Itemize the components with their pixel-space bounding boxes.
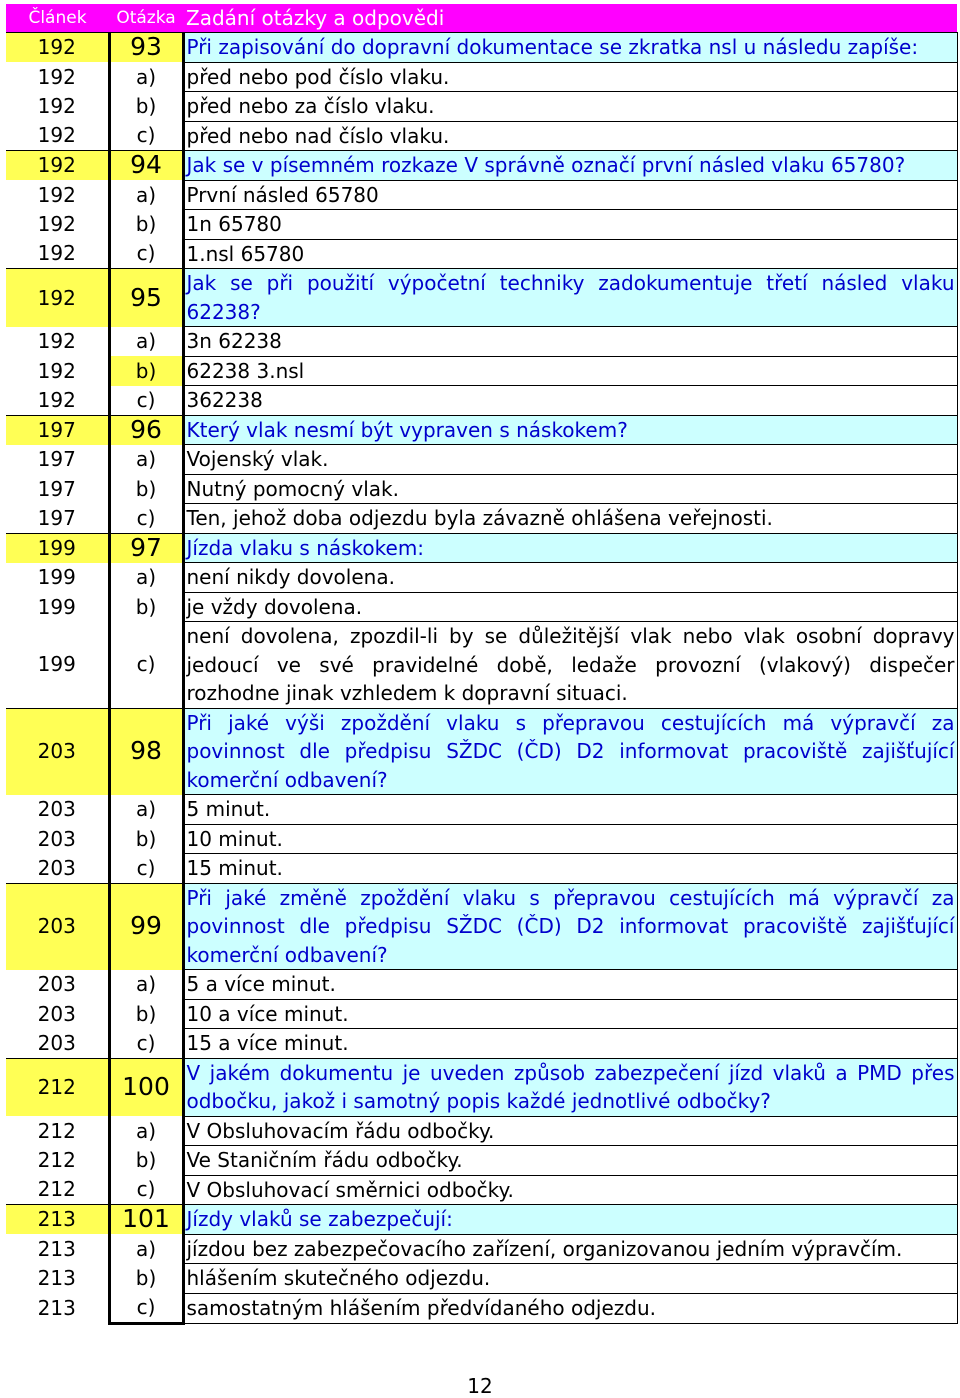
question-row (6, 415, 957, 445)
answer-letter: b) (109, 824, 183, 854)
question-number: 97 (109, 533, 183, 563)
answer-text: před nebo pod číslo vlaku. (183, 62, 957, 92)
answer-text: hlášením skutečného odjezdu. (183, 1264, 957, 1294)
article-cell: 192 (37, 358, 76, 383)
answer-row (6, 445, 957, 475)
answer-text: 15 a více minut. (183, 1029, 957, 1059)
question-number: 98 (109, 708, 183, 795)
answer-text: Vojenský vlak. (183, 445, 957, 475)
question-text: Při jaké změně zpoždění vlaku s přepravou cestujících má výpravčí za povinnost dle předpisu SŽDC (ČD) D2 informovat pracoviště zajišťující komerční odbavení? (183, 883, 957, 970)
article-cell: 212 (37, 1118, 76, 1143)
question-row (6, 33, 957, 63)
answer-row (6, 563, 957, 593)
article-cell: 192 (6, 33, 109, 63)
article-cell: 192 (37, 64, 76, 89)
question-row (6, 1058, 957, 1116)
article-cell: 212 (37, 1177, 76, 1202)
article-cell: 192 (6, 269, 109, 327)
article-cell: 203 (37, 797, 76, 821)
answer-letter: c) (109, 1175, 183, 1205)
answer-letter: a) (109, 62, 183, 92)
answer-row (6, 1264, 957, 1294)
question-text: Jak se při použití výpočetní techniky zadokumentuje třetí násled vlaku 62238? (183, 269, 957, 327)
header-article: Článek (6, 4, 109, 33)
answer-text: 62238 3.nsl (183, 356, 957, 386)
answer-row (6, 592, 957, 622)
question-text: Který vlak nesmí být vypraven s náskokem? (183, 415, 957, 445)
answer-row (6, 121, 957, 151)
article-cell: 197 (37, 447, 76, 471)
article-cell: 199 (37, 652, 76, 677)
answer-text: Ten, jehož doba odjezdu byla závazně ohlášena veřejnosti. (183, 504, 957, 534)
answer-letter: a) (109, 1234, 183, 1264)
answer-text: Nutný pomocný vlak. (183, 474, 957, 504)
answer-row (6, 180, 957, 210)
answer-text: jízdou bez zabezpečovacího zařízení, organizovanou jedním výpravčím. (183, 1234, 957, 1264)
answer-letter: a) (109, 1116, 183, 1146)
question-row (6, 883, 957, 970)
question-row (6, 533, 957, 563)
answer-letter: a) (109, 970, 183, 1000)
question-text: Jak se v písemném rozkaze V správně označí první násled vlaku 65780? (183, 151, 957, 181)
article-cell: 212 (37, 1148, 76, 1172)
answer-row (6, 386, 957, 416)
answer-text: 3n 62238 (183, 327, 957, 357)
article-cell: 197 (6, 415, 109, 445)
question-row (6, 708, 957, 795)
answer-row (6, 1175, 957, 1205)
answer-text: V Obsluhovacím řádu odbočky. (183, 1116, 957, 1146)
article-cell: 203 (37, 1001, 76, 1026)
answer-text: První násled 65780 (183, 180, 957, 210)
answer-letter: a) (109, 563, 183, 593)
question-row (6, 269, 957, 327)
question-row (6, 151, 957, 181)
answer-text: 5 a více minut. (183, 970, 957, 1000)
answer-letter: c) (109, 504, 183, 534)
article-cell: 199 (37, 565, 76, 589)
question-text: Při zapisování do dopravní dokumentace se zkratka nsl u následu zapíše: (183, 33, 957, 63)
answer-row (6, 1293, 957, 1323)
article-cell: 192 (37, 387, 76, 412)
answer-text: 15 minut. (183, 854, 957, 884)
question-text: Jízdy vlaků se zabezpečují: (183, 1205, 957, 1235)
article-cell: 213 (37, 1266, 76, 1290)
article-cell: 192 (37, 212, 76, 236)
answer-text: samostatným hlášením předvídaného odjezdu. (183, 1293, 957, 1323)
article-cell: 203 (37, 972, 76, 996)
question-text: Při jaké výši zpoždění vlaku s přepravou cestujících má výpravčí za povinnost dle předpisu SŽDC (ČD) D2 informovat pracoviště zajišťující komerční odbavení? (183, 708, 957, 795)
answer-row (6, 210, 957, 240)
answer-letter: c) (109, 1029, 183, 1059)
answer-letter: c) (109, 121, 183, 151)
article-cell: 203 (37, 855, 76, 880)
answer-text: není dovolena, zpozdil-li by se důležitější vlak nebo vlak osobní dopravy jedoucí ve své pravidelné době, ledaže provozní (vlakový) dispečer rozhodne jinak vzhledem k dopravní situaci. (183, 622, 957, 709)
answer-text: 10 a více minut. (183, 999, 957, 1029)
answer-row (6, 999, 957, 1029)
answer-letter: c) (109, 386, 183, 416)
answer-letter: a) (109, 445, 183, 475)
header-text: Zadání otázky a odpovědi (183, 4, 957, 33)
answer-letter: b) (109, 999, 183, 1029)
answer-letter: b) (109, 356, 183, 386)
answer-row (6, 474, 957, 504)
header-question: Otázka (109, 4, 183, 33)
article-cell: 213 (6, 1205, 109, 1235)
answer-letter: a) (109, 795, 183, 825)
answer-letter: a) (109, 180, 183, 210)
article-cell: 192 (37, 329, 76, 353)
answer-row (6, 824, 957, 854)
article-cell: 203 (37, 826, 76, 851)
answer-row (6, 970, 957, 1000)
answer-row (6, 622, 957, 709)
answer-text: je vždy dovolena. (183, 592, 957, 622)
answer-letter: b) (109, 1264, 183, 1294)
table-header (6, 4, 957, 33)
question-number: 99 (109, 883, 183, 970)
answer-text: před nebo nad číslo vlaku. (183, 121, 957, 151)
article-cell: 213 (37, 1295, 76, 1320)
answer-letter: b) (109, 92, 183, 122)
question-number: 95 (109, 269, 183, 327)
answer-letter: b) (109, 592, 183, 622)
article-cell: 197 (37, 505, 76, 530)
answer-letter: b) (109, 210, 183, 240)
question-text: Jízda vlaku s náskokem: (183, 533, 957, 563)
answer-row (6, 504, 957, 534)
table-body (6, 33, 957, 1324)
answer-letter: c) (109, 622, 183, 709)
article-cell: 213 (37, 1236, 76, 1261)
answer-row (6, 854, 957, 884)
article-cell: 192 (6, 151, 109, 181)
answer-row (6, 1116, 957, 1146)
answer-text: 362238 (183, 386, 957, 416)
question-number: 100 (109, 1058, 183, 1116)
article-cell: 197 (37, 476, 76, 501)
answer-row (6, 1029, 957, 1059)
article-cell: 192 (37, 94, 76, 118)
answer-row (6, 795, 957, 825)
answer-letter: b) (109, 474, 183, 504)
questions-table (6, 4, 958, 1325)
answer-text: 1n 65780 (183, 210, 957, 240)
answer-letter: a) (109, 327, 183, 357)
answer-letter: c) (109, 1293, 183, 1323)
answer-text: 5 minut. (183, 795, 957, 825)
answer-text: není nikdy dovolena. (183, 563, 957, 593)
answer-letter: c) (109, 854, 183, 884)
question-number: 94 (109, 151, 183, 181)
article-cell: 192 (37, 241, 76, 266)
article-cell: 192 (37, 182, 76, 207)
question-text: V jakém dokumentu je uveden způsob zabezpečení jízd vlaků a PMD přes odbočku, jakož i samotný popis každé jednotlivé odbočky? (183, 1058, 957, 1116)
article-cell: 199 (6, 533, 109, 563)
answer-row (6, 1234, 957, 1264)
article-cell: 203 (6, 883, 109, 970)
question-number: 96 (109, 415, 183, 445)
answer-row (6, 327, 957, 357)
article-cell: 199 (37, 594, 76, 619)
page-number: 12 (467, 1374, 493, 1398)
answer-text: před nebo za číslo vlaku. (183, 92, 957, 122)
answer-letter: b) (109, 1146, 183, 1176)
answer-text: 10 minut. (183, 824, 957, 854)
answer-row (6, 62, 957, 92)
answer-row (6, 356, 957, 386)
answer-text: Ve Staničním řádu odbočky. (183, 1146, 957, 1176)
answer-letter: c) (109, 239, 183, 269)
article-cell: 192 (37, 123, 76, 148)
question-row (6, 1205, 957, 1235)
answer-row (6, 239, 957, 269)
article-cell: 212 (6, 1058, 109, 1116)
article-cell: 203 (6, 708, 109, 795)
question-number: 93 (109, 33, 183, 63)
answer-row (6, 1146, 957, 1176)
answer-text: V Obsluhovací směrnici odbočky. (183, 1175, 957, 1205)
question-number: 101 (109, 1205, 183, 1235)
article-cell: 203 (37, 1030, 76, 1055)
answer-text: 1.nsl 65780 (183, 239, 957, 269)
answer-row (6, 92, 957, 122)
